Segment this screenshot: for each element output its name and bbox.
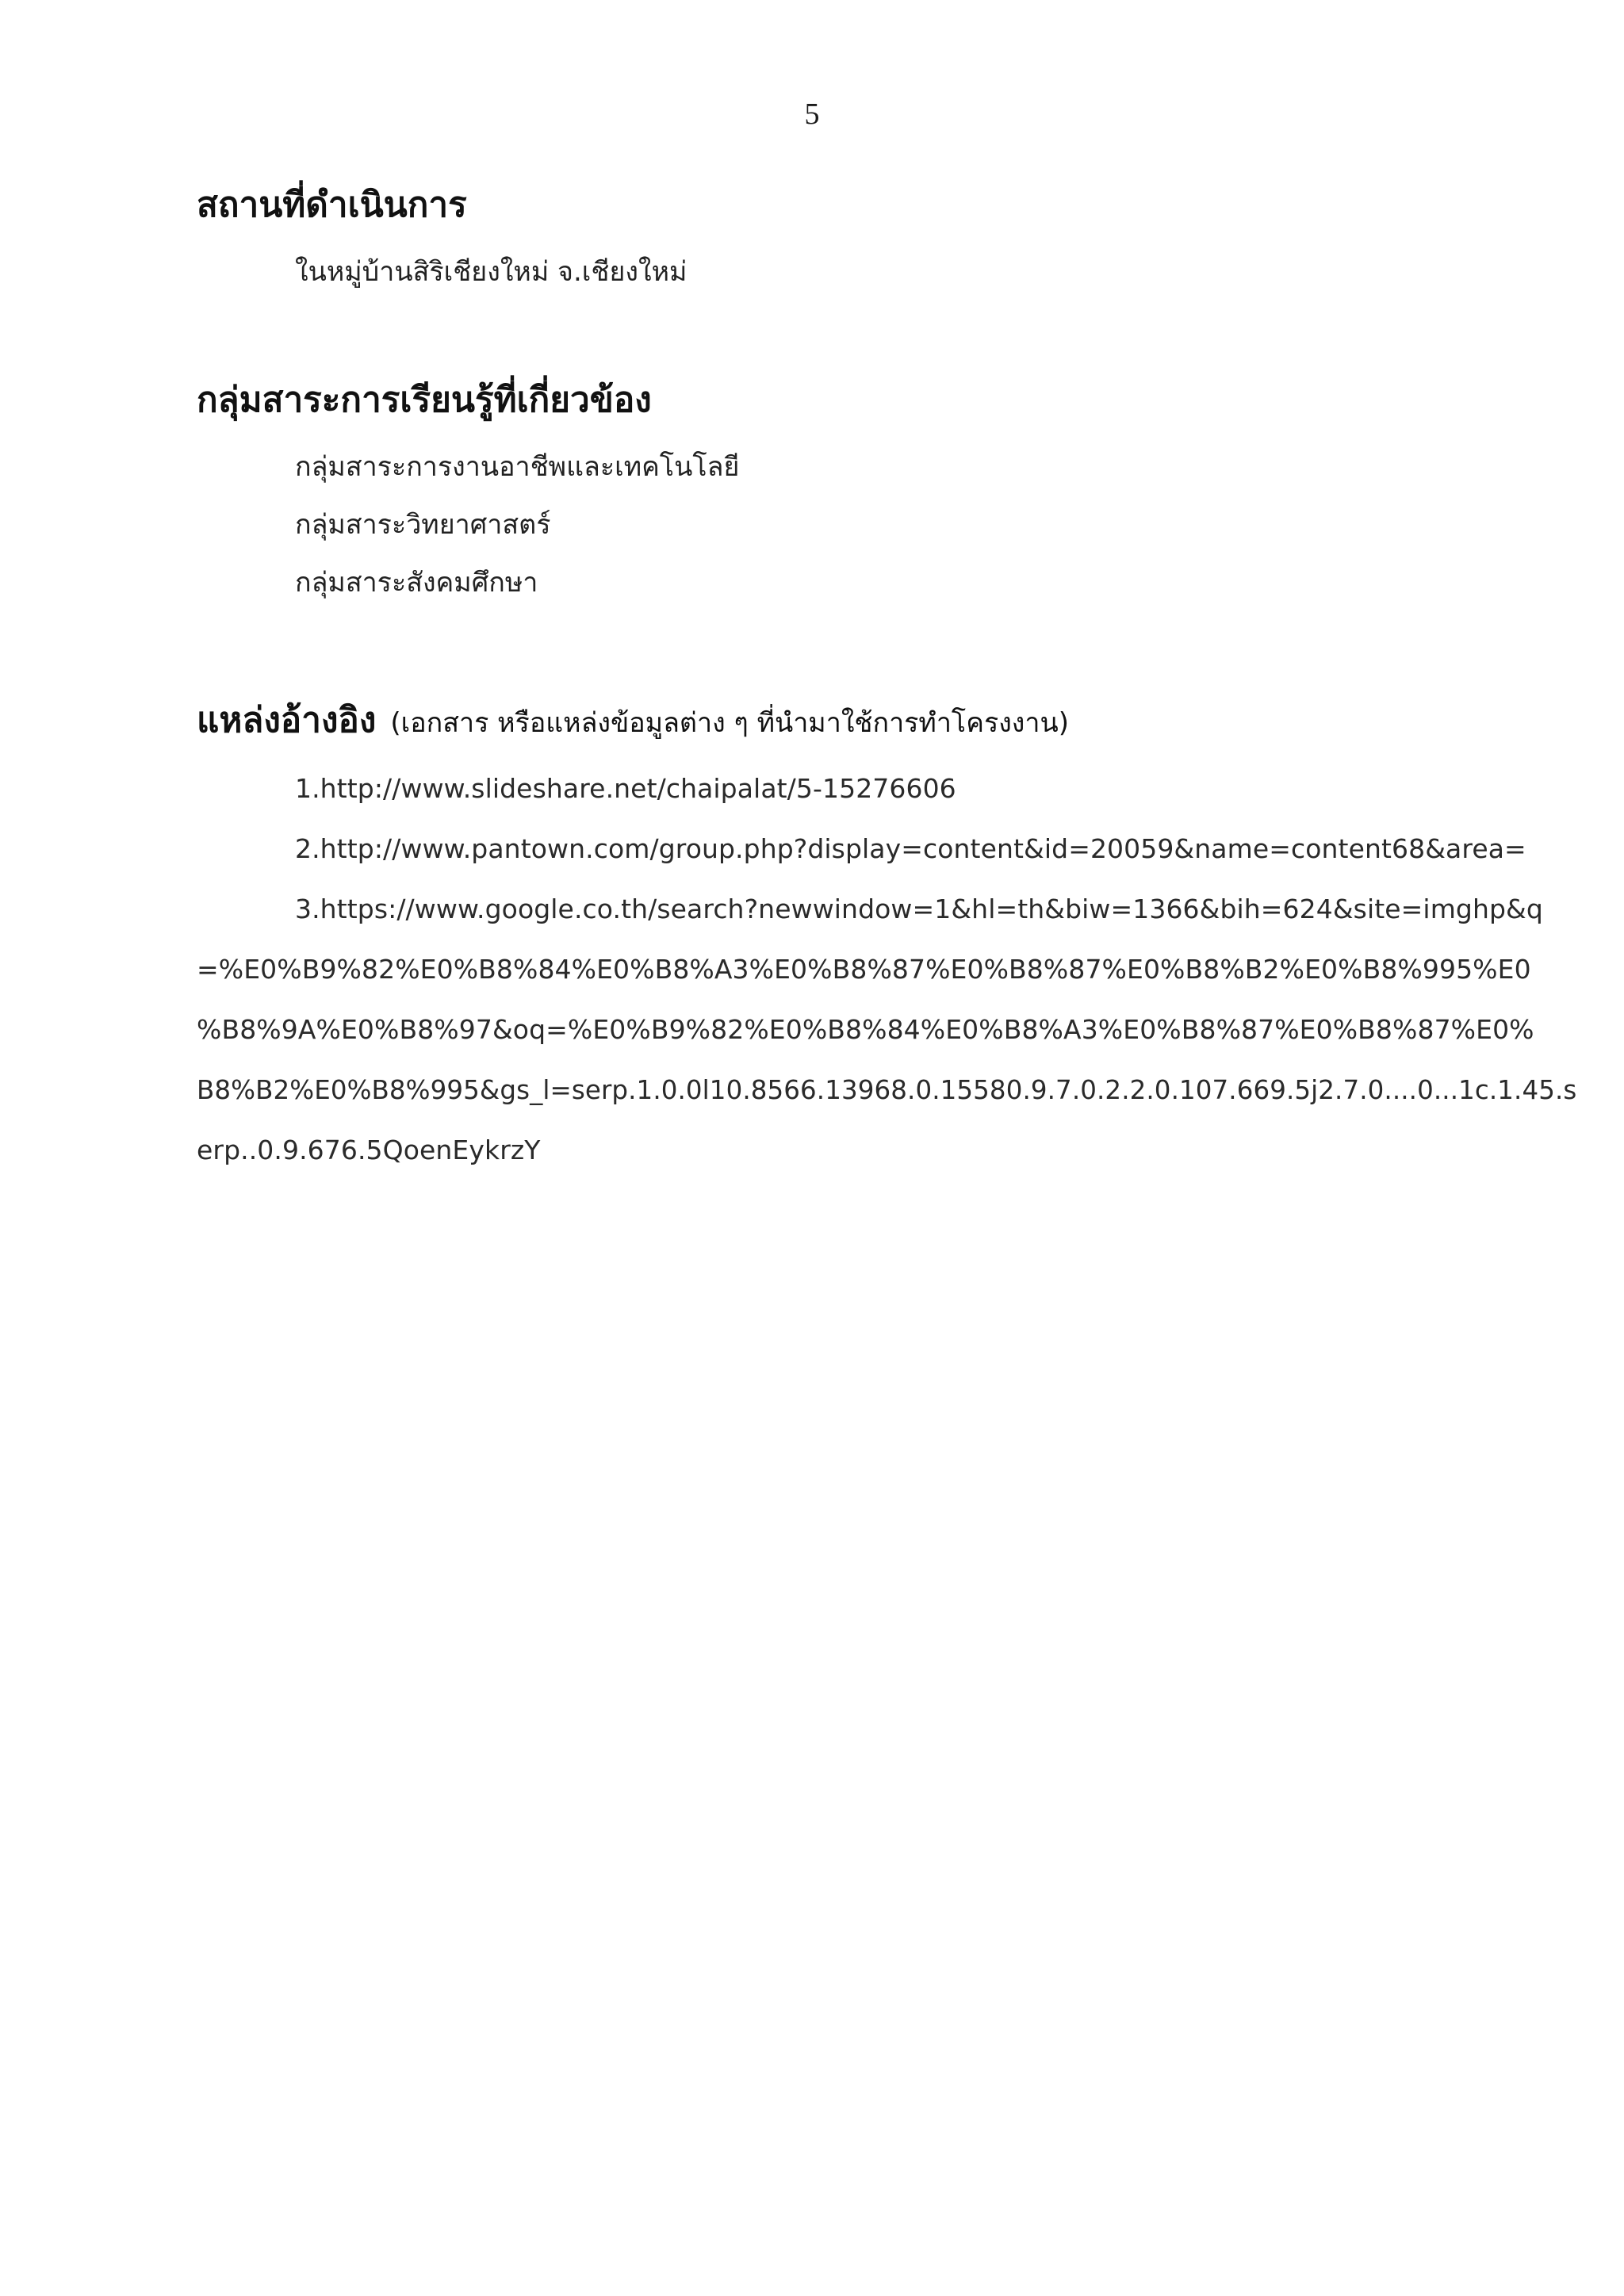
subjects-heading: กลุ่มสาระการเรียนรู้ที่เกี่ยวข้อง xyxy=(197,380,652,420)
reference-line: 3.https://www.google.co.th/search?newwindow=1&hl=th&biw=1366&bih=624&site=imghp&q xyxy=(295,894,1543,924)
references-note: (เอกสาร หรือแหล่งข้อมูลต่าง ๆ ที่นำมาใช้การทำโครงงาน) xyxy=(390,707,1070,739)
location-heading: สถานที่ดำเนินการ xyxy=(197,185,467,225)
reference-line: 2.http://www.pantown.com/group.php?display=content&id=20059&name=content68&area= xyxy=(295,833,1526,864)
references-heading xyxy=(197,695,1069,749)
location-text: ในหมู่บ้านสิริเชียงใหม่ จ.เชียงใหม่ xyxy=(295,256,688,288)
page-number: 5 xyxy=(804,98,820,131)
subject-item: กลุ่มสาระวิทยาศาสตร์ xyxy=(295,509,551,541)
reference-line: %B8%9A%E0%B8%97&oq=%E0%B9%82%E0%B8%84%E0%B8%A3%E0%B8%87%E0%B8%87%E0% xyxy=(197,1014,1534,1045)
references-title: แหล่งอ้างอิง xyxy=(197,700,377,740)
reference-line: =%E0%B9%82%E0%B8%84%E0%B8%A3%E0%B8%87%E0%B8%87%E0%B8%B2%E0%B8%995%E0 xyxy=(197,954,1531,985)
reference-line: B8%B2%E0%B8%995&gs_l=serp.1.0.0l10.8566.13968.0.15580.9.7.0.2.2.0.107.669.5j2.7.0....0...1c.1.45.s xyxy=(197,1074,1577,1105)
subject-item: กลุ่มสาระการงานอาชีพและเทคโนโลยี xyxy=(295,451,740,483)
subject-item: กลุ่มสาระสังคมศึกษา xyxy=(295,567,538,599)
reference-line: 1.http://www.slideshare.net/chaipalat/5-15276606 xyxy=(295,773,956,804)
reference-line: erp..0.9.676.5QoenEykrzY xyxy=(197,1135,541,1165)
